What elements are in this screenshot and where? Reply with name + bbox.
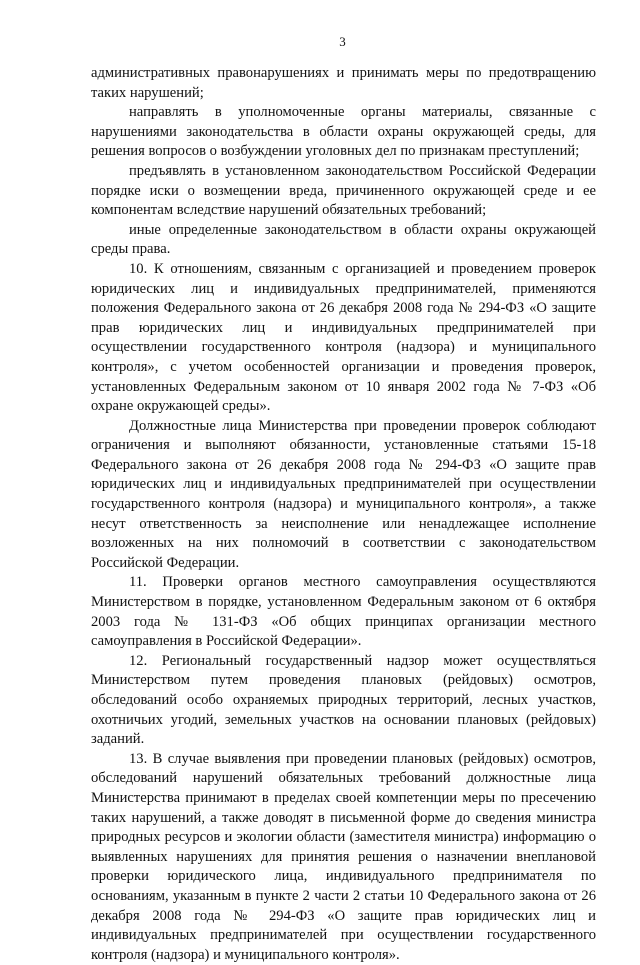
paragraph-send-materials: направлять в уполномоченные органы материалы, связанные с нарушениями законодательства в области охраны окружающей среды, для решения вопросов о возбуждении уголовных дел по признакам преступлений; [91,104,596,160]
paragraph-item-12: 12. Региональный государственный надзор может осуществляться Министерством путем проведения плановых (рейдовых) осмотров, обследований особо охраняемых природных территорий, лесных участков, охотничьих угодий, земельных участков на основании плановых (рейдовых) заданий. [91,652,596,748]
paragraph-continuation: административных правонарушениях и принимать меры по предотвращению таких нарушений; [91,65,596,101]
paragraph-officials-duties: Должностные лица Министерства при проведении проверок соблюдают ограничения и выполняют обязанности, установленные статьями 15-18 Федерального закона от 26 декабря 2008 года № 294-ФЗ «О защите прав юридических лиц и индивидуальных предпринимателей при осуществлении государственного контроля (надзора) и муниципального контроля», а также несут ответственность за неисполнение или ненадлежащее исполнение возложенных на них полномочий в соответствии с законодательством Российской Федерации. [91,417,596,571]
paragraph-item-10: 10. К отношениям, связанным с организацией и проведением проверок юридических лиц и индивидуальных предпринимателей, применяются положения Федерального закона от 26 декабря 2008 года № 294-ФЗ «О защите прав юридических лиц и индивидуальных предпринимателей при осуществлении государственного контроля (надзора) и муниципального контроля», с учетом особенностей организации и проведения проверок, установленных Федеральным законом от 10 января 2002 года № 7-ФЗ «Об охране окружающей среды». [91,260,596,415]
paragraph-other-rights: иные определенные законодательством в области охраны окружающей среды права. [91,221,596,258]
paragraph-item-13: 13. В случае выявления при проведении плановых (рейдовых) осмотров, обследований нарушений обязательных требований должностные лица Министерства принимают в пределах своей компетенции меры по пресечению таких нарушений, а также доводят в письменной форме до сведения министра природных ресурсов и экологии области (заместителя министра) информацию о выявленных нарушениях для принятия решения о назначении внеплановой проверки юридического лица, индивидуального предпринимателя по основаниям, указанным в пункте 2 части 2 статьи 10 Федерального закона от 26 декабря 2008 года № 294-ФЗ «О защите прав юридических лиц и индивидуальных предпринимателей при осуществлении государственного контроля (надзора) и муниципального контроля». [91,750,596,963]
page-number: 3 [339,34,346,49]
paragraph-file-claims: предъявлять в установленном законодательством Российской Федерации порядке иски о возмещении вреда, причиненного окружающей среде и ее компонентам вследствие нарушений обязательных требований; [91,162,596,219]
paragraph-item-11: 11. Проверки органов местного самоуправления осуществляются Министерством в порядке, установленном Федеральным законом от 6 октября 2003 года № 131-ФЗ «Об общих принципах организации местного самоуправления в Российской Федерации». [91,574,596,650]
